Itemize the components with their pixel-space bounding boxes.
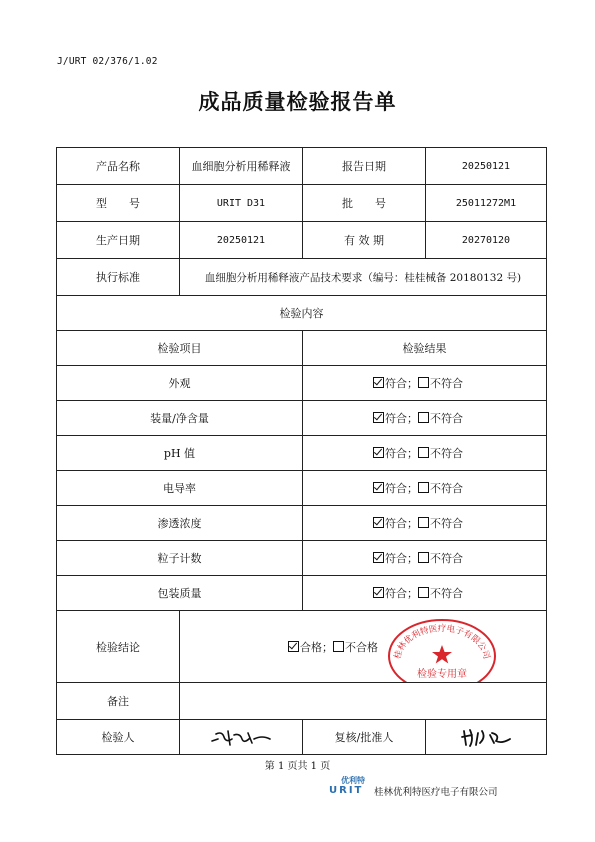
conforms-checkbox[interactable] bbox=[373, 412, 384, 423]
inspection-item-result bbox=[303, 436, 547, 471]
standard-label: 执行标准 bbox=[57, 259, 180, 296]
conclusion-label: 检验结论 bbox=[57, 611, 180, 683]
not-conforms-text: 不符合 bbox=[430, 412, 463, 425]
conforms-text: 符合； bbox=[385, 412, 418, 425]
inspection-item-row bbox=[57, 366, 547, 401]
inspection-seal-stamp bbox=[386, 617, 498, 683]
conforms-text: 符合； bbox=[385, 447, 418, 460]
inspection-item-result bbox=[303, 471, 547, 506]
inspection-item-result bbox=[303, 401, 547, 436]
inspection-item-name: 渗透浓度 bbox=[57, 506, 303, 541]
not-conforms-checkbox[interactable] bbox=[418, 412, 429, 423]
expiry-value: 20270120 bbox=[426, 222, 547, 259]
inspection-item-row bbox=[57, 576, 547, 611]
not-conforms-checkbox[interactable] bbox=[418, 517, 429, 528]
inspection-item-row bbox=[57, 401, 547, 436]
not-conforms-checkbox[interactable] bbox=[418, 482, 429, 493]
reviewer-signature-image bbox=[456, 725, 516, 749]
inspection-item-row bbox=[57, 541, 547, 576]
conforms-text: 符合； bbox=[385, 482, 418, 495]
batch-label: 批 号 bbox=[303, 185, 426, 222]
not-conforms-checkbox[interactable] bbox=[418, 587, 429, 598]
inspection-item-result bbox=[303, 506, 547, 541]
column-header-item: 检验项目 bbox=[57, 331, 303, 366]
remarks-label: 备注 bbox=[57, 683, 180, 720]
conforms-text: 符合； bbox=[385, 587, 418, 600]
report-date-label: 报告日期 bbox=[303, 148, 426, 185]
inspection-item-name: 电导率 bbox=[57, 471, 303, 506]
not-conforms-checkbox[interactable] bbox=[418, 377, 429, 388]
inspection-item-result bbox=[303, 366, 547, 401]
inspection-item-name: 粒子计数 bbox=[57, 541, 303, 576]
conforms-checkbox[interactable] bbox=[373, 482, 384, 493]
conforms-checkbox[interactable] bbox=[373, 552, 384, 563]
page-title: 成品质量检验报告单 bbox=[198, 90, 397, 114]
conforms-text: 符合； bbox=[385, 377, 418, 390]
conclusion-value bbox=[180, 611, 547, 683]
conclusion-fail-text: 不合格 bbox=[345, 640, 378, 654]
conclusion-fail-checkbox[interactable] bbox=[333, 641, 344, 652]
batch-value: 25011272M1 bbox=[426, 185, 547, 222]
not-conforms-checkbox[interactable] bbox=[418, 447, 429, 458]
not-conforms-text: 不符合 bbox=[430, 447, 463, 460]
inspection-report-table bbox=[56, 147, 547, 755]
inspection-items bbox=[57, 366, 547, 611]
inspector-label: 检验人 bbox=[57, 720, 180, 755]
page-number: 第 1 页共 1 页 bbox=[264, 761, 331, 772]
product-name-value: 血细胞分析用稀释液 bbox=[180, 148, 303, 185]
not-conforms-text: 不符合 bbox=[430, 482, 463, 495]
not-conforms-text: 不符合 bbox=[430, 552, 463, 565]
standard-value: 血细胞分析用稀释液产品技术要求（编号：桂桂械备 20180132 号) bbox=[180, 259, 547, 296]
inspector-signature bbox=[180, 720, 303, 755]
inspection-item-name: pH 值 bbox=[57, 436, 303, 471]
expiry-label: 有 效 期 bbox=[303, 222, 426, 259]
inspection-item-result bbox=[303, 541, 547, 576]
inspection-item-name: 包装质量 bbox=[57, 576, 303, 611]
seal-company-text: 桂林优利特医疗电子有限公司 bbox=[392, 624, 492, 661]
inspection-item-result bbox=[303, 576, 547, 611]
reviewer-label: 复核/批准人 bbox=[303, 720, 426, 755]
not-conforms-text: 不符合 bbox=[430, 587, 463, 600]
conforms-checkbox[interactable] bbox=[373, 377, 384, 388]
column-header-result: 检验结果 bbox=[303, 331, 547, 366]
inspection-item-row bbox=[57, 506, 547, 541]
conforms-text: 符合； bbox=[385, 517, 418, 530]
inspection-item-row bbox=[57, 471, 547, 506]
conforms-checkbox[interactable] bbox=[373, 447, 384, 458]
inspection-item-name: 装量/净含量 bbox=[57, 401, 303, 436]
inspection-section-title: 检验内容 bbox=[57, 296, 547, 331]
conforms-text: 符合； bbox=[385, 552, 418, 565]
inspection-item-name: 外观 bbox=[57, 366, 303, 401]
model-value: URIT D31 bbox=[180, 185, 303, 222]
logo-cn-text: 优利特 bbox=[341, 776, 365, 785]
document-number: J/URT 02/376/1.02 bbox=[57, 56, 158, 67]
seal-sub-text: 检验专用章 bbox=[417, 669, 467, 680]
production-date-label: 生产日期 bbox=[57, 222, 180, 259]
conclusion-pass-text: 合格； bbox=[300, 640, 333, 654]
conforms-checkbox[interactable] bbox=[373, 517, 384, 528]
report-date-value: 20250121 bbox=[426, 148, 547, 185]
not-conforms-text: 不符合 bbox=[430, 517, 463, 530]
production-date-value: 20250121 bbox=[180, 222, 303, 259]
company-name: 桂林优利特医疗电子有限公司 bbox=[374, 787, 498, 798]
logo-en-text: URIT bbox=[329, 785, 364, 796]
conclusion-pass-checkbox[interactable] bbox=[288, 641, 299, 652]
remarks-value bbox=[180, 683, 547, 720]
model-label: 型 号 bbox=[57, 185, 180, 222]
conforms-checkbox[interactable] bbox=[373, 587, 384, 598]
reviewer-signature bbox=[426, 720, 547, 755]
inspector-signature-image bbox=[206, 725, 276, 749]
product-name-label: 产品名称 bbox=[57, 148, 180, 185]
not-conforms-checkbox[interactable] bbox=[418, 552, 429, 563]
not-conforms-text: 不符合 bbox=[430, 377, 463, 390]
inspection-item-row bbox=[57, 436, 547, 471]
